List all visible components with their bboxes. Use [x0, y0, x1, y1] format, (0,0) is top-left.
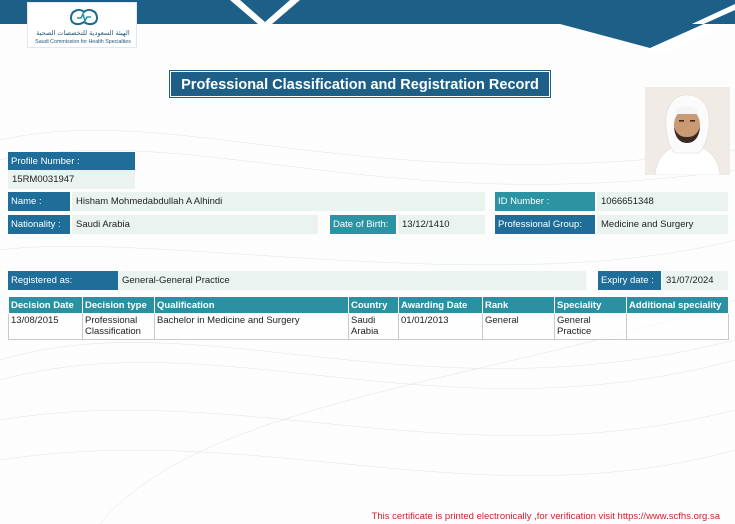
column-header: Speciality — [555, 297, 627, 314]
dob-value: 13/12/1410 — [398, 215, 485, 234]
table-cell: 01/01/2013 — [399, 314, 483, 340]
name-value: Hisham Mohmedabdullah A Alhindi — [72, 192, 485, 211]
logo-arabic-text: الهيئة السعودية للتخصصات الصحية — [36, 29, 130, 37]
nationality-value: Saudi Arabia — [72, 215, 318, 234]
registered-as-label: Registered as: — [8, 271, 118, 290]
logo-english-text: Saudi Commission for Health Specialties — [35, 39, 131, 45]
logo-mark-icon — [68, 6, 100, 28]
scfhs-logo — [27, 2, 137, 48]
registered-as-value: General-General Practice — [118, 271, 586, 290]
page-title: Professional Classification and Registration Record — [170, 71, 550, 97]
verification-note: This certificate is printed electronically ,for verification visit https://www.scfhs.org.sa — [371, 511, 720, 522]
name-label: Name : — [8, 192, 70, 211]
id-number-label: ID Number : — [495, 192, 595, 211]
dob-label: Date of Birth: — [330, 215, 396, 234]
table-cell — [627, 314, 729, 340]
decisions-table — [8, 296, 729, 340]
column-header: Country — [349, 297, 399, 314]
table-cell: General Practice — [555, 314, 627, 340]
table-cell: General — [483, 314, 555, 340]
expiry-date-value: 31/07/2024 — [662, 271, 728, 290]
profile-photo — [645, 87, 730, 175]
table-cell: Bachelor in Medicine and Surgery — [155, 314, 349, 340]
profile-number-label: Profile Number : — [8, 152, 135, 171]
column-header: Additional speciality — [627, 297, 729, 314]
table-header-row — [9, 297, 729, 314]
id-number-value: 1066651348 — [597, 192, 728, 211]
professional-group-value: Medicine and Surgery — [597, 215, 728, 234]
column-header: Rank — [483, 297, 555, 314]
column-header: Decision Date — [9, 297, 83, 314]
profile-number-value: 15RM0031947 — [8, 170, 135, 189]
table-cell: Saudi Arabia — [349, 314, 399, 340]
expiry-date-label: Expiry date : — [598, 271, 661, 290]
nationality-label: Nationality : — [8, 215, 70, 234]
table-cell: 13/08/2015 — [9, 314, 83, 340]
table-row — [9, 314, 729, 340]
column-header: Qualification — [155, 297, 349, 314]
column-header: Decision type — [83, 297, 155, 314]
table-cell: Professional Classification — [83, 314, 155, 340]
column-header: Awarding Date — [399, 297, 483, 314]
professional-group-label: Professional Group: — [495, 215, 595, 234]
